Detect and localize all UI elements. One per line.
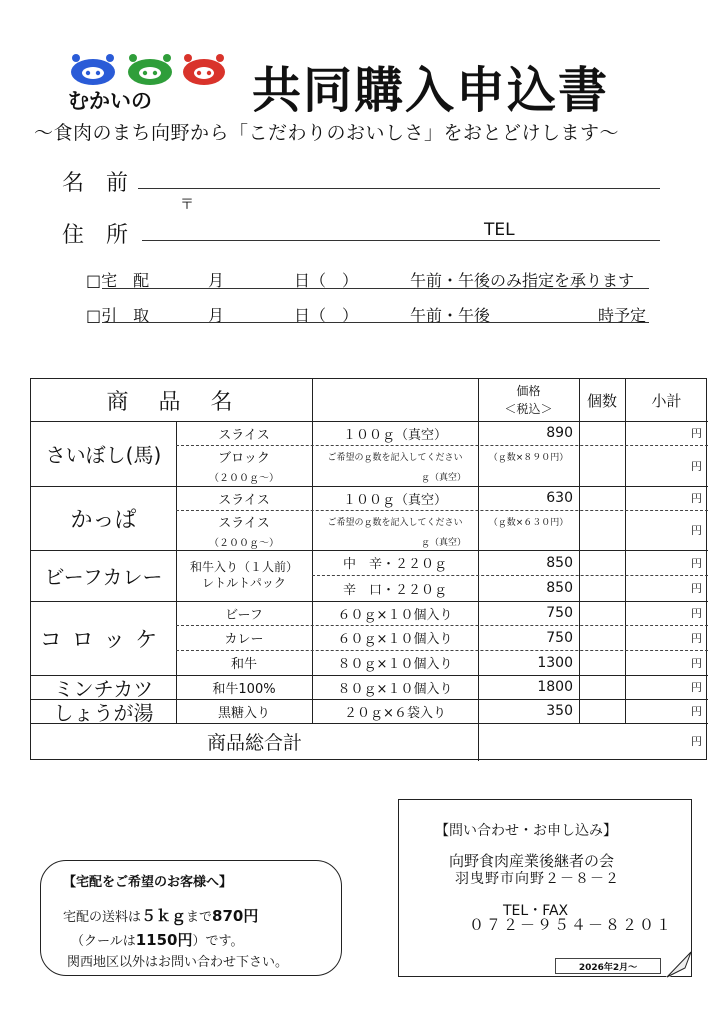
page-curl-icon [665,950,693,978]
row-yen: 円 [691,705,702,718]
row-spec: １００ｇ（真空） [342,492,447,508]
row-name: スライス [218,427,270,443]
row-spec: １００ｇ（真空） [342,427,447,443]
row-yen: 円 [691,582,702,595]
row-spec: ご希望のｇ数を記入してください [327,517,463,528]
pickup-checkbox[interactable]: □引 取 [86,306,150,325]
contact-title: 【問い合わせ・お申し込み】 [435,823,617,839]
pickup-ampm: 午前・午後 [410,306,491,325]
region-note: 関西地区以外はお問い合わせ下さい。 [67,955,289,970]
page-title: 共同購入申込書 [252,62,610,119]
pickup-day: 日（ ） [294,306,359,325]
row-price: 630 [546,490,573,506]
row-price: 350 [546,703,573,719]
divider [579,379,580,723]
header-tax: ＜税込＞ [504,401,553,416]
org-name: 向野食肉産業後継者の会 [449,852,615,870]
row-yen: 円 [691,492,702,505]
row-price-note: （ｇ数×８９０円） [488,452,569,463]
row-spec-sub: ｇ（真空） [420,537,466,548]
row-name: 和牛100% [212,681,276,697]
header-price: 価格 [516,383,541,398]
pickup-month: 月 [208,306,225,325]
header-qty: 個数 [586,391,617,410]
row-yen: 円 [691,656,702,670]
total-yen: 円 [691,735,702,748]
row-price: 850 [546,554,573,571]
row-spec: 辛 口・２２０ｇ [342,582,447,598]
row-name-sub: （２００ｇ～） [209,473,279,484]
subtitle: ～食肉のまち向野から「こだわりのおいしさ」をおとどけします～ [34,122,620,144]
row-name: スライス [218,515,270,531]
delivery-box-title: 【宅配をご希望のお客様へ】 [63,875,233,890]
delivery-month: 月 [208,271,225,290]
row-yen: 円 [691,607,702,620]
logo [66,52,236,112]
row-price: 1300 [537,654,573,671]
curry-name: 和牛入り（１人前） [189,559,298,574]
delivery-line [102,288,649,289]
shipping-fee: 870円 [212,907,259,925]
row-spec: ２０ｇ×６袋入り [344,705,446,721]
row-price: 1800 [537,679,573,695]
row-name-sub: （２００ｇ～） [209,537,279,549]
shipping-text: まで [186,910,213,925]
shipping-weight: ５ｋｇ [141,907,187,925]
shipping-text: 宅配の送料は [63,910,142,925]
row-name: ビーフ [225,607,263,623]
group-kappa: かっぱ [70,507,137,533]
delivery-note: 午前・午後のみ指定を承ります [410,271,635,290]
cool-fee: 1150円 [135,931,193,949]
tel-label: TEL [484,220,515,240]
row-name: 和牛 [230,657,257,672]
row-yen: 円 [691,631,702,645]
row-yen: 円 [691,681,702,694]
pickup-line [102,322,649,323]
group-curry: ビーフカレー [44,565,163,589]
contact-box [398,799,692,977]
cool-line [71,929,243,950]
delivery-info-box [40,860,342,976]
row-spec-sub: ｇ（真空） [420,473,466,483]
row-yen: 円 [691,556,702,570]
issue-date: 2026年2月～ [555,958,661,974]
row-spec: ６０ｇ×１０個入り [337,632,453,647]
group-saiboshi: さいぼし(馬) [45,443,162,467]
curry-name-sub: レトルトパック [202,575,286,590]
group-menchi: ミンチカツ [53,676,154,701]
row-yen: 円 [691,524,702,537]
tel-fax-number: ０７２－９５４－８２０１ [469,916,674,934]
row-yen: 円 [691,459,702,473]
row-name: スライス [218,492,270,508]
address-field[interactable] [142,240,660,241]
row-price: 890 [546,425,573,441]
group-croquette: コロッケ [39,627,168,653]
row-spec: ８０ｇ×１０個入り [337,657,453,672]
pickup-time: 時予定 [598,306,647,325]
delivery-checkbox[interactable]: □宅 配 [86,271,150,290]
row-name: ブロック [218,450,270,466]
row-yen: 円 [691,427,702,440]
org-address: 羽曳野市向野２－８－２ [455,871,620,887]
row-spec: 中 辛・２２０ｇ [342,557,447,572]
tel-fax-label: TEL・FAX [503,903,569,919]
name-field[interactable] [138,188,660,189]
row-spec: ご希望のｇ数を記入してください [327,452,463,463]
row-price: 850 [546,580,573,596]
order-table [30,378,707,760]
row-name: カレー [224,632,264,647]
group-ginger: しょうが湯 [53,700,154,725]
shipping-line [63,905,258,926]
row-spec: ８０ｇ×１０個入り [337,681,453,697]
delivery-day: 日（ ） [294,271,359,290]
total-label: 商品総合計 [206,731,302,754]
cool-text: （クールは [71,934,136,949]
header-subtotal: 小計 [651,391,682,410]
postal-mark: 〒 [180,197,194,213]
cool-text: ）です。 [192,934,244,949]
row-price: 750 [546,629,573,646]
row-name: 黒糖入り [217,705,270,721]
name-label: 名前 [62,171,151,196]
address-label: 住所 [62,223,151,248]
row-price: 750 [546,605,573,621]
row-price-note: （ｇ数×６３０円） [488,517,569,528]
header-product: 商 品 名 [106,389,237,415]
logo-text: むかいの [68,89,152,112]
row-spec: ６０ｇ×１０個入り [337,607,453,623]
